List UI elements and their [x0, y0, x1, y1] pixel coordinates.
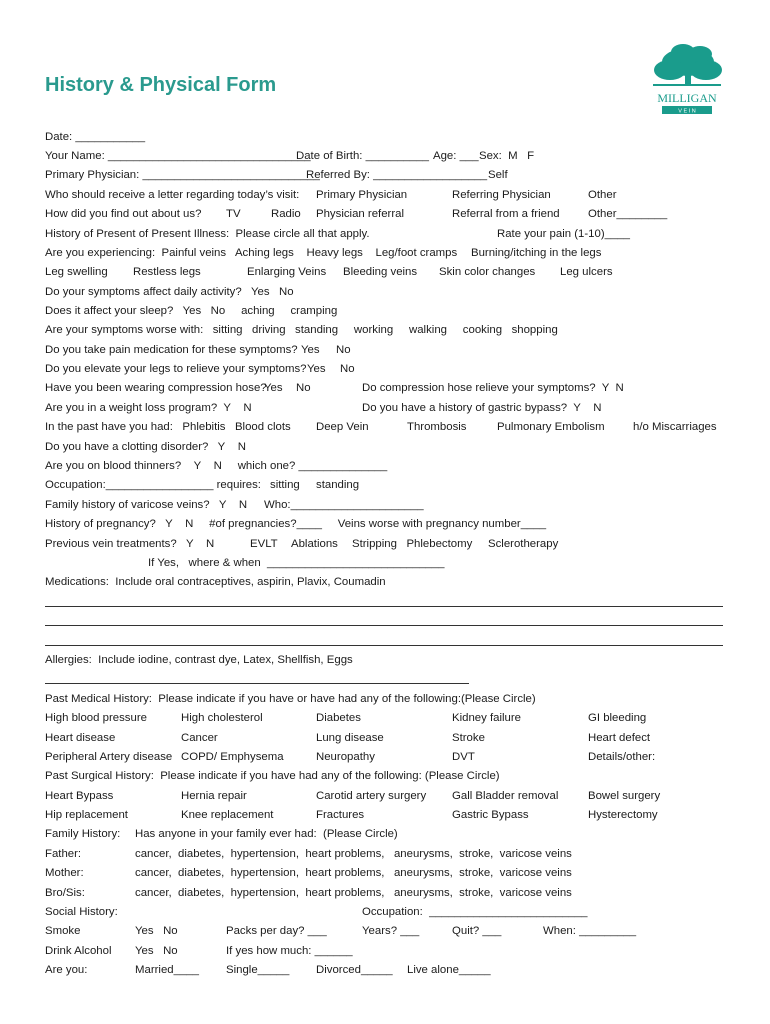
form-text[interactable]: If yes how much: ______: [226, 945, 353, 957]
form-text: sitting: [270, 479, 300, 491]
page-title: History & Physical Form: [45, 74, 277, 96]
medications-line-1[interactable]: [45, 606, 723, 607]
form-text: Sclerotherapy: [488, 538, 559, 550]
form-text: Have you been wearing compression hose?: [45, 382, 267, 394]
form-text: Hernia repair: [181, 790, 247, 802]
form-text: Stripping Phlebectomy: [352, 538, 473, 550]
form-text: Who should receive a letter regarding today’s visit:: [45, 189, 300, 201]
form-text: How did you find out about us?: [45, 208, 202, 220]
form-text: Gall Bladder removal: [452, 790, 559, 802]
form-text[interactable]: Quit? ___: [452, 925, 502, 937]
form-text: Are you experiencing: Painful veins Aching legs Heavy legs Leg/foot cramps: [45, 247, 458, 259]
form-text[interactable]: Your Name: ________________________________: [45, 150, 311, 162]
form-text: Diabetes: [316, 712, 361, 724]
form-text: Allergies: Include iodine, contrast dye, Latex, Shellfish, Eggs: [45, 654, 353, 666]
form-text: Do you take pain medication for these symptoms?: [45, 344, 298, 356]
form-text: cancer, diabetes, hypertension, heart problems, aneurysms, stroke, varicose veins: [135, 867, 572, 879]
form-text: Smoke: [45, 925, 81, 937]
form-text: Are you in a weight loss program? Y N: [45, 402, 252, 414]
form-text: In the past have you had: Phlebitis Blood clots: [45, 421, 291, 433]
medications-line-2[interactable]: [45, 625, 723, 626]
form-text: Family history of varicose veins? Y N: [45, 499, 248, 511]
form-text[interactable]: Live alone_____: [407, 964, 491, 976]
form-text: Medications: Include oral contraceptives, aspirin, Plavix, Coumadin: [45, 576, 386, 588]
form-text[interactable]: Date: ___________: [45, 131, 146, 143]
form-text: Bro/Sis:: [45, 887, 85, 899]
form-text: Physician referral: [316, 208, 404, 220]
form-text: Referring Physician: [452, 189, 551, 201]
form-text: Previous vein treatments? Y N: [45, 538, 215, 550]
form-text: Do you elevate your legs to relieve your symptoms?: [45, 363, 307, 375]
form-text[interactable]: Occupation:_________________ requires:: [45, 479, 261, 491]
form-text[interactable]: Other________: [588, 208, 668, 220]
form-text[interactable]: Referred By: __________________: [306, 169, 488, 181]
form-text[interactable]: Primary Physician: ____________________________: [45, 169, 320, 181]
form-text: EVLT: [250, 538, 278, 550]
medications-line-3[interactable]: [45, 645, 723, 646]
form-text: Peripheral Artery disease: [45, 751, 173, 763]
form-text: Cancer: [181, 732, 218, 744]
form-text: COPD/ Emphysema: [181, 751, 284, 763]
form-text[interactable]: Packs per day? ___: [226, 925, 327, 937]
form-text: Heart defect: [588, 732, 651, 744]
form-text: Do compression hose relieve your symptoms? Y N: [362, 382, 624, 394]
form-text: Heart disease: [45, 732, 116, 744]
form-text: Leg ulcers: [560, 266, 613, 278]
form-text: Knee replacement: [181, 809, 274, 821]
form-text: No: [340, 363, 355, 375]
form-text[interactable]: If Yes, where & when ____________________________: [148, 557, 445, 569]
form-text: Mother:: [45, 867, 84, 879]
form-text[interactable]: Married____: [135, 964, 199, 976]
form-text: Drink Alcohol: [45, 945, 112, 957]
form-text: Carotid artery surgery: [316, 790, 427, 802]
form-text: Are you:: [45, 964, 88, 976]
form-text: Gastric Bypass: [452, 809, 529, 821]
form-text[interactable]: History of pregnancy? Y N #of pregnancies?____ Veins worse with pregnancy number____: [45, 518, 547, 530]
form-text: Kidney failure: [452, 712, 522, 724]
form-text[interactable]: When: _________: [543, 925, 637, 937]
form-text: Yes No: [135, 945, 178, 957]
form-text: Are your symptoms worse with: sitting driving standing working walking cooking shopping: [45, 324, 558, 336]
form-text: No: [336, 344, 351, 356]
form-text: h/o Miscarriages: [633, 421, 717, 433]
form-text[interactable]: Who:_____________________: [264, 499, 424, 511]
form-text: Sex: M F: [479, 150, 535, 162]
form-text: Deep Vein: [316, 421, 369, 433]
form-text: High cholesterol: [181, 712, 263, 724]
form-text[interactable]: Age: ___: [433, 150, 479, 162]
form-text: Father:: [45, 848, 82, 860]
form-text: Bleeding veins: [343, 266, 418, 278]
form-text: Social History:: [45, 906, 118, 918]
form-text: No: [296, 382, 311, 394]
allergies-line[interactable]: [45, 683, 469, 684]
form-text: Leg swelling: [45, 266, 108, 278]
form-text[interactable]: Single_____: [226, 964, 290, 976]
form-text: Past Surgical History: Please indicate if you have had any of the following: (Please Circle): [45, 770, 500, 782]
form-text: cancer, diabetes, hypertension, heart problems, aneurysms, stroke, varicose veins: [135, 887, 572, 899]
form-text[interactable]: Divorced_____: [316, 964, 393, 976]
svg-text:MILLIGAN: MILLIGAN: [657, 91, 717, 105]
form-text: Primary Physician: [316, 189, 408, 201]
form-text: Yes: [301, 344, 320, 356]
milligan-vein-logo: [648, 42, 726, 116]
form-text: Past Medical History: Please indicate if you have or have had any of the following:(Please Circle): [45, 693, 536, 705]
form-text: High blood pressure: [45, 712, 147, 724]
form-text: Hysterectomy: [588, 809, 658, 821]
form-text: Thrombosis: [407, 421, 467, 433]
form-text: Neuropathy: [316, 751, 375, 763]
form-text[interactable]: Are you on blood thinners? Y N which one? ______________: [45, 460, 388, 472]
form-text: Hip replacement: [45, 809, 128, 821]
form-text: Restless legs: [133, 266, 201, 278]
form-text: Do your symptoms affect daily activity? Yes No: [45, 286, 294, 298]
form-text[interactable]: Date of Birth: __________: [296, 150, 429, 162]
form-text: Does it affect your sleep? Yes No aching cramping: [45, 305, 338, 317]
form-text: Enlarging Veins: [247, 266, 327, 278]
form-text: Lung disease: [316, 732, 384, 744]
form-text: Heart Bypass: [45, 790, 114, 802]
form-text: Do you have a clotting disorder? Y N: [45, 441, 246, 453]
form-text: Fractures: [316, 809, 365, 821]
form-text[interactable]: Years? ___: [362, 925, 420, 937]
form-text: Pulmonary Embolism: [497, 421, 605, 433]
form-text: Has anyone in your family ever had: (Please Circle): [135, 828, 398, 840]
form-text: Self: [488, 169, 508, 181]
form-text: Yes: [307, 363, 326, 375]
form-text: Ablations: [291, 538, 338, 550]
form-text: Bowel surgery: [588, 790, 661, 802]
form-text: Details/other:: [588, 751, 656, 763]
form-text: cancer, diabetes, hypertension, heart problems, aneurysms, stroke, varicose veins: [135, 848, 572, 860]
form-text: DVT: [452, 751, 475, 763]
form-text: History of Present of Present Illness: Please circle all that apply.: [45, 228, 370, 240]
form-text: Skin color changes: [439, 266, 536, 278]
form-text: TV: [226, 208, 241, 220]
form-text: Yes: [264, 382, 283, 394]
svg-text:V E I N: V E I N: [678, 108, 696, 115]
form-text: Burning/itching in the legs: [471, 247, 602, 259]
form-text[interactable]: Occupation: _________________________: [362, 906, 588, 918]
form-text: Do you have a history of gastric bypass? Y N: [362, 402, 602, 414]
form-text: GI bleeding: [588, 712, 647, 724]
form-text: Referral from a friend: [452, 208, 560, 220]
form-text: Stroke: [452, 732, 485, 744]
form-text: Family History:: [45, 828, 121, 840]
form-text: Yes No: [135, 925, 178, 937]
form-text: standing: [316, 479, 360, 491]
form-text: Other: [588, 189, 617, 201]
form-text[interactable]: Rate your pain (1-10)____: [497, 228, 630, 240]
form-text: Radio: [271, 208, 301, 220]
